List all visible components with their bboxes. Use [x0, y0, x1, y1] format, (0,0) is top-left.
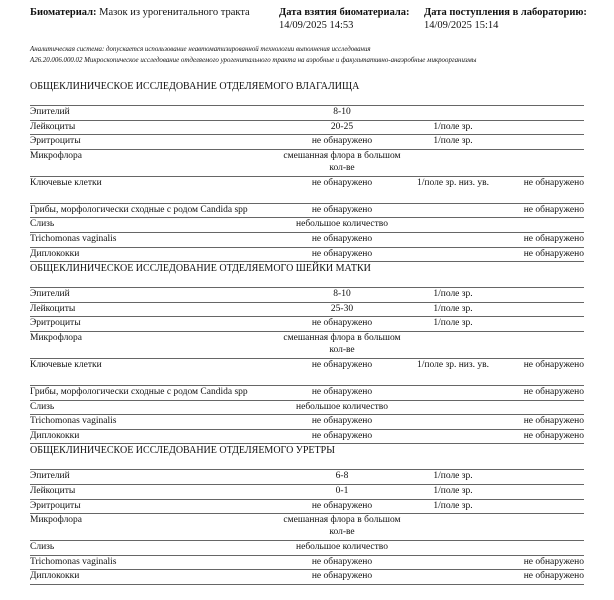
result-value: не обнаружено	[311, 386, 373, 397]
test-name: Эритроциты	[30, 136, 81, 147]
table-row	[30, 106, 584, 121]
result-value: смешанная флора в большом кол-ве	[283, 150, 401, 173]
reference-value: не обнаружено	[523, 386, 584, 397]
result-value: не обнаружено	[311, 248, 373, 259]
received-date-label: Дата поступления в лабораторию:	[424, 7, 587, 18]
result-value: небольшое количество	[296, 401, 388, 412]
section-title: ОБЩЕКЛИНИЧЕСКОЕ ИССЛЕДОВАНИЕ ОТДЕЛЯЕМОГО ШЕЙКИ МАТКИ	[30, 262, 584, 288]
test-name: Trichomonas vaginalis	[30, 556, 117, 567]
reference-value: не обнаружено	[523, 571, 584, 582]
test-name: Грибы, морфологически сходные с родом Candida spp	[30, 204, 248, 215]
result-value: не обнаружено	[311, 204, 373, 215]
result-value: 8-10	[333, 107, 351, 117]
table-row	[30, 288, 584, 303]
section-title: ОБЩЕКЛИНИЧЕСКОЕ ИССЛЕДОВАНИЕ ОТДЕЛЯЕМОГО ВЛАГАЛИЩА	[30, 80, 584, 106]
reference-value: не обнаружено	[523, 204, 584, 215]
method-note: A26.20.006.000.02 Микроскопическое исследование отделяемого урогенитального тракта на аэробные и факультативно-анаэробные микроорганизмы	[30, 57, 477, 64]
reference-value: не обнаружено	[523, 233, 584, 244]
taken-date-label: Дата взятия биоматериала:	[279, 7, 410, 18]
biomaterial-label: Биоматериал:	[30, 7, 97, 18]
table-row	[30, 218, 584, 233]
result-value: не обнаружено	[311, 136, 373, 147]
result-value: 25-30	[330, 303, 354, 314]
biomaterial-value: Мазок из урогенитального тракта	[99, 7, 250, 18]
test-name: Эритроциты	[30, 318, 81, 329]
reference-value: не обнаружено	[523, 556, 584, 567]
table-row	[30, 317, 584, 332]
test-name: Слизь	[30, 219, 55, 230]
test-name: Лейкоциты	[30, 485, 76, 496]
test-name: Грибы, морфологически сходные с родом Candida spp	[30, 386, 248, 397]
unit: 1/поле зр. низ. ув.	[417, 177, 489, 188]
test-name: Ключевые клетки	[30, 359, 102, 370]
table-row	[30, 204, 584, 219]
received-date-value: 14/09/2025 15:14	[424, 20, 499, 31]
results-table	[30, 80, 584, 585]
result-value: смешанная флора в большом кол-ве	[283, 515, 401, 538]
table-row	[30, 514, 584, 541]
unit: 1/поле зр.	[433, 318, 473, 329]
section-title: ОБЩЕКЛИНИЧЕСКОЕ ИССЛЕДОВАНИЕ ОТДЕЛЯЕМОГО УРЕТРЫ	[30, 444, 584, 470]
reference-value: не обнаружено	[523, 416, 584, 427]
table-row	[30, 303, 584, 318]
table-row	[30, 470, 584, 485]
unit: 1/поле зр.	[433, 121, 473, 132]
reference-value: не обнаружено	[523, 248, 584, 259]
reference-value: не обнаружено	[523, 430, 584, 441]
table-row	[30, 121, 584, 136]
table-row	[30, 415, 584, 430]
result-value: небольшое количество	[296, 542, 388, 553]
result-value: небольшое количество	[296, 219, 388, 230]
test-name: Trichomonas vaginalis	[30, 416, 117, 427]
received-date-block	[424, 6, 587, 32]
test-name: Микрофлора	[30, 332, 83, 343]
analytic-system-note: Аналитическая система: допускается использование неавтоматизированной технологии выполнения исследования	[30, 46, 371, 53]
table-row	[30, 386, 584, 401]
test-name: Trichomonas vaginalis	[30, 233, 117, 244]
table-row	[30, 556, 584, 571]
table-row	[30, 500, 584, 515]
test-name: Диплококки	[30, 430, 80, 441]
reference-value: не обнаружено	[523, 359, 584, 370]
test-name: Эпителий	[30, 289, 70, 300]
table-row	[30, 332, 584, 359]
table-row	[30, 248, 584, 263]
test-name: Диплококки	[30, 571, 80, 582]
test-name: Лейкоциты	[30, 121, 76, 132]
result-value: 6-8	[335, 471, 349, 482]
test-name: Эритроциты	[30, 500, 81, 511]
result-value: не обнаружено	[311, 318, 373, 329]
unit: 1/поле зр.	[433, 289, 473, 300]
table-row	[30, 401, 584, 416]
table-row	[30, 541, 584, 556]
test-name: Ключевые клетки	[30, 177, 102, 188]
test-name: Эпителий	[30, 107, 70, 117]
table-row	[30, 135, 584, 150]
reference-value: не обнаружено	[523, 177, 584, 188]
result-value: не обнаружено	[311, 359, 373, 370]
unit: 1/поле зр.	[433, 136, 473, 147]
result-value: 0-1	[335, 485, 349, 496]
table-row	[30, 150, 584, 177]
test-name: Лейкоциты	[30, 303, 76, 314]
unit: 1/поле зр.	[433, 303, 473, 314]
taken-date-value: 14/09/2025 14:53	[279, 20, 354, 31]
result-value: не обнаружено	[311, 233, 373, 244]
result-value: не обнаружено	[311, 571, 373, 582]
result-value: не обнаружено	[311, 177, 373, 188]
table-row	[30, 233, 584, 248]
result-value: 20-25	[330, 121, 354, 132]
result-value: 8-10	[333, 289, 351, 300]
test-name: Микрофлора	[30, 515, 83, 526]
test-name: Диплококки	[30, 248, 80, 259]
test-name: Слизь	[30, 401, 55, 412]
table-row	[30, 570, 584, 585]
result-value: смешанная флора в большом кол-ве	[283, 332, 401, 355]
taken-date-block	[279, 6, 410, 32]
result-value: не обнаружено	[311, 556, 373, 567]
test-name: Слизь	[30, 542, 55, 553]
unit: 1/поле зр.	[433, 471, 473, 482]
unit: 1/поле зр.	[433, 485, 473, 496]
unit: 1/поле зр.	[433, 500, 473, 511]
result-value: не обнаружено	[311, 500, 373, 511]
result-value: не обнаружено	[311, 430, 373, 441]
test-name: Эпителий	[30, 471, 70, 482]
test-name: Микрофлора	[30, 150, 83, 161]
table-row	[30, 485, 584, 500]
table-row	[30, 177, 584, 204]
result-value: не обнаружено	[311, 416, 373, 427]
table-row	[30, 359, 584, 386]
unit: 1/поле зр. низ. ув.	[417, 359, 489, 370]
table-row	[30, 430, 584, 445]
biomaterial-block	[30, 6, 250, 19]
